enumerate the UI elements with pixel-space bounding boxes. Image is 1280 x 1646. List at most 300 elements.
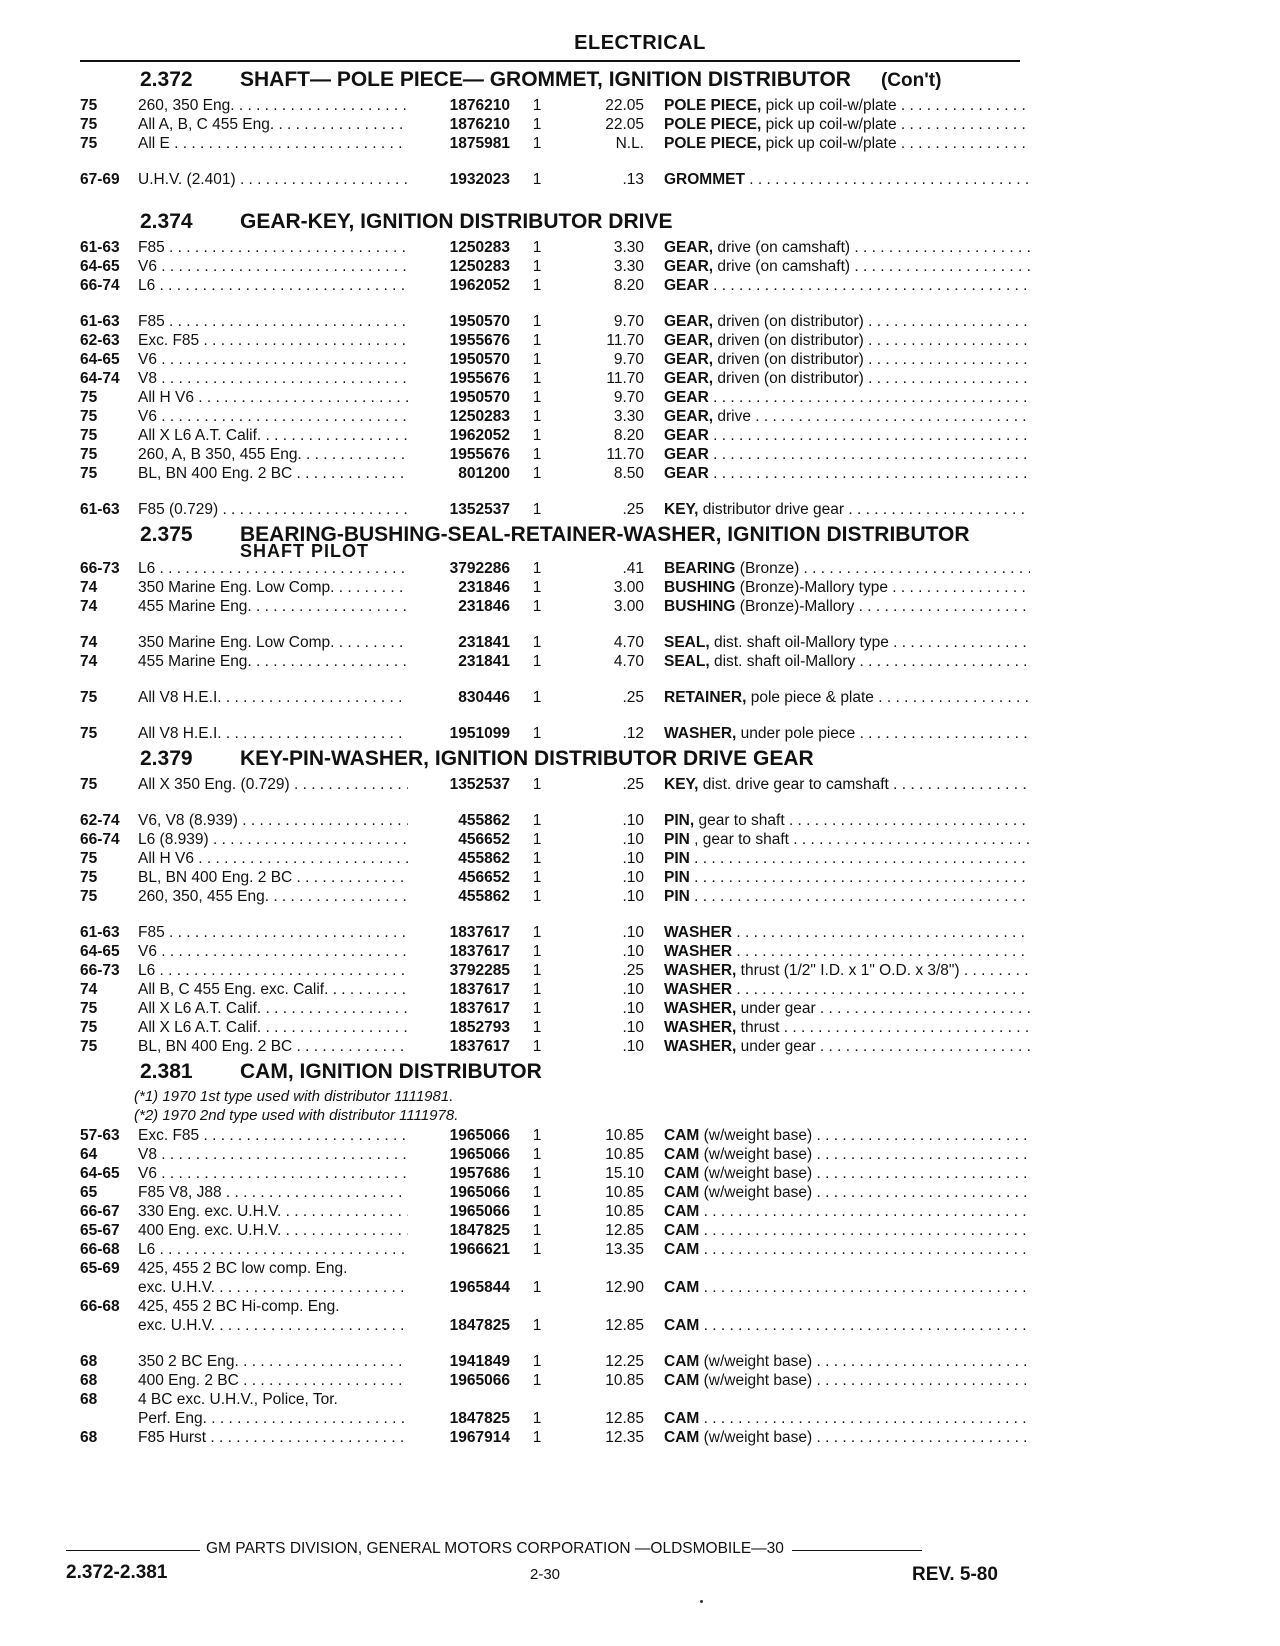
part-keyword: WASHER <box>664 981 733 998</box>
part-number: 1250283 <box>449 239 510 256</box>
part-number: 1957686 <box>449 1165 510 1182</box>
price: 10.85 <box>605 1127 644 1144</box>
quantity: 1 <box>532 598 542 615</box>
part-description <box>664 464 1030 483</box>
section-subtitle: SHAFT PILOT <box>240 541 369 561</box>
part-keyword: WASHER, <box>664 1000 737 1017</box>
price: .10 <box>622 1038 644 1055</box>
part-description <box>664 1202 1030 1221</box>
quantity: 1 <box>532 831 542 848</box>
price: .10 <box>622 812 644 829</box>
part-number: 1837617 <box>449 1000 510 1017</box>
application: BL, BN 400 Eng. 2 BC . . . <box>138 464 408 483</box>
part-row <box>0 407 1280 426</box>
part-description <box>664 923 1030 942</box>
model-years: 75 <box>80 116 98 133</box>
application: V6 . . . <box>138 257 408 276</box>
part-description <box>664 559 1030 578</box>
application: V6, V8 (8.939) . . . <box>138 811 408 830</box>
application: F85 (0.729) . . . <box>138 500 408 519</box>
part-keyword: CAM <box>664 1429 700 1446</box>
price: .10 <box>622 831 644 848</box>
part-number: 801200 <box>458 465 510 482</box>
part-keyword: CAM <box>664 1184 700 1201</box>
part-detail: under gear <box>736 1038 816 1055</box>
price: .25 <box>622 501 644 518</box>
part-number: 1876210 <box>449 116 510 133</box>
row-spacer <box>0 616 1280 633</box>
price: .25 <box>622 689 644 706</box>
part-number: 1965066 <box>449 1146 510 1163</box>
price: 8.20 <box>613 277 644 294</box>
part-number: 231841 <box>458 634 510 651</box>
part-number: 1962052 <box>449 427 510 444</box>
part-row <box>0 312 1280 331</box>
part-keyword: GEAR, <box>664 370 714 387</box>
price: .10 <box>622 1019 644 1036</box>
part-keyword: GEAR, <box>664 258 714 275</box>
part-row <box>0 1259 1280 1278</box>
model-years: 74 <box>80 981 98 998</box>
part-row <box>0 1164 1280 1183</box>
part-number: 1352537 <box>449 501 510 518</box>
part-keyword: CAM <box>664 1241 700 1258</box>
quantity: 1 <box>532 1146 542 1163</box>
part-description <box>664 115 1030 134</box>
part-keyword: CAM <box>664 1317 700 1334</box>
part-row <box>0 331 1280 350</box>
part-row <box>0 688 1280 707</box>
model-years: 65-67 <box>80 1222 120 1239</box>
part-detail: under gear <box>736 1000 816 1017</box>
price: 22.05 <box>605 97 644 114</box>
application: 350 Marine Eng. Low Comp. . . . <box>138 633 408 652</box>
model-years: 75 <box>80 725 98 742</box>
part-description <box>664 257 1030 276</box>
quantity: 1 <box>532 446 542 463</box>
price: 3.00 <box>613 598 644 615</box>
application: All B, C 455 Eng. exc. Calif. . . . <box>138 980 408 999</box>
model-years: 62-74 <box>80 812 120 829</box>
part-description <box>664 426 1030 445</box>
part-row <box>0 426 1280 445</box>
price: .25 <box>622 776 644 793</box>
price: 8.50 <box>613 465 644 482</box>
price: 10.85 <box>605 1203 644 1220</box>
quantity: 1 <box>532 776 542 793</box>
footer-rule-left <box>66 1550 200 1551</box>
part-number: 1837617 <box>449 924 510 941</box>
quantity: 1 <box>532 408 542 425</box>
price: .10 <box>622 943 644 960</box>
part-number: 1852793 <box>449 1019 510 1036</box>
part-detail: driven (on distributor) <box>713 370 864 387</box>
part-number: 1965066 <box>449 1203 510 1220</box>
section-continued: (Con't) <box>880 70 942 91</box>
application: All X L6 A.T. Calif. . . . <box>138 426 408 445</box>
section-title-text: GEAR-KEY, IGNITION DISTRIBUTOR DRIVE <box>240 210 673 233</box>
part-row <box>0 868 1280 887</box>
part-description <box>664 1164 1030 1183</box>
part-detail: driven (on distributor) <box>713 313 864 330</box>
part-detail: dist. drive gear to camshaft <box>698 776 889 793</box>
part-description <box>664 388 1030 407</box>
model-years: 64 <box>80 1146 98 1163</box>
model-years: 61-63 <box>80 313 120 330</box>
part-row <box>0 134 1280 153</box>
part-number: 231846 <box>458 579 510 596</box>
part-row <box>0 115 1280 134</box>
application: BL, BN 400 Eng. 2 BC . . . <box>138 1037 408 1056</box>
footer-publisher <box>66 1540 1026 1558</box>
part-number: 1837617 <box>449 943 510 960</box>
part-keyword: PIN <box>664 831 690 848</box>
part-number: 1950570 <box>449 389 510 406</box>
part-keyword: CAM <box>664 1165 700 1182</box>
part-description <box>664 775 1030 794</box>
part-detail: (w/weight base) <box>699 1146 813 1163</box>
part-description <box>664 1037 1030 1056</box>
part-row <box>0 849 1280 868</box>
part-keyword: GROMMET <box>664 171 745 188</box>
quantity: 1 <box>532 258 542 275</box>
part-detail: (w/weight base) <box>699 1429 813 1446</box>
price: 10.85 <box>605 1146 644 1163</box>
part-number: 1951099 <box>449 725 510 742</box>
price: 13.35 <box>605 1241 644 1258</box>
section-title <box>240 210 672 234</box>
price: 3.30 <box>613 258 644 275</box>
part-number: 1965066 <box>449 1372 510 1389</box>
row-spacer <box>0 295 1280 312</box>
part-detail: pick up coil-w/plate <box>761 97 897 114</box>
part-row <box>0 464 1280 483</box>
footer-rule-right <box>792 1550 922 1551</box>
part-row <box>0 350 1280 369</box>
application: All X L6 A.T. Calif. . . . <box>138 999 408 1018</box>
model-years: 75 <box>80 427 98 444</box>
part-description <box>664 407 1030 426</box>
application: BL, BN 400 Eng. 2 BC . . . <box>138 868 408 887</box>
part-row <box>0 961 1280 980</box>
part-number: 1837617 <box>449 981 510 998</box>
part-number: 1955676 <box>449 332 510 349</box>
price: 4.70 <box>613 634 644 651</box>
part-number: 1932023 <box>449 171 510 188</box>
application: L6 (8.939) . . . <box>138 830 408 849</box>
part-detail: (w/weight base) <box>699 1353 813 1370</box>
part-detail: (Bronze) <box>735 560 800 577</box>
quantity: 1 <box>532 689 542 706</box>
part-row <box>0 830 1280 849</box>
application: All V8 H.E.I. . . . <box>138 724 408 743</box>
part-keyword: WASHER <box>664 924 733 941</box>
application: V6 . . . <box>138 407 408 426</box>
price: .10 <box>622 850 644 867</box>
part-keyword: POLE PIECE, <box>664 97 762 114</box>
quantity: 1 <box>532 313 542 330</box>
part-row <box>0 578 1280 597</box>
part-number: 830446 <box>458 689 510 706</box>
model-years: 64-65 <box>80 943 120 960</box>
part-keyword: SEAL, <box>664 653 710 670</box>
model-years: 61-63 <box>80 924 120 941</box>
part-row <box>0 170 1280 189</box>
price: 11.70 <box>606 446 644 463</box>
section-number: 2.374 <box>140 210 193 233</box>
section-number: 2.381 <box>140 1060 193 1083</box>
price: .10 <box>622 924 644 941</box>
part-keyword: WASHER, <box>664 962 737 979</box>
row-spacer <box>0 1335 1280 1352</box>
part-row <box>0 500 1280 519</box>
part-description <box>664 369 1030 388</box>
part-description <box>664 942 1030 961</box>
model-years: 75 <box>80 135 98 152</box>
model-years: 64-65 <box>80 351 120 368</box>
application: All V8 H.E.I. . . . <box>138 688 408 707</box>
part-row <box>0 1018 1280 1037</box>
price: 22.05 <box>605 116 644 133</box>
application: All X 350 Eng. (0.729) . . . <box>138 775 408 794</box>
part-number: 1876210 <box>449 97 510 114</box>
part-row <box>0 597 1280 616</box>
part-number: 3792285 <box>449 962 510 979</box>
model-years: 66-67 <box>80 1203 120 1220</box>
part-row <box>0 887 1280 906</box>
quantity: 1 <box>532 1127 542 1144</box>
price: .10 <box>622 981 644 998</box>
part-row <box>0 775 1280 794</box>
part-number: 1965066 <box>449 1127 510 1144</box>
part-number: 1847825 <box>449 1317 510 1334</box>
section-title-text: CAM, IGNITION DISTRIBUTOR <box>240 1060 542 1083</box>
part-row <box>0 388 1280 407</box>
part-row <box>0 724 1280 743</box>
model-years: 68 <box>80 1372 98 1389</box>
part-keyword: CAM <box>664 1222 700 1239</box>
model-years: 61-63 <box>80 239 120 256</box>
part-keyword: CAM <box>664 1203 700 1220</box>
quantity: 1 <box>532 171 542 188</box>
model-years: 66-68 <box>80 1241 120 1258</box>
part-row <box>0 1278 1280 1297</box>
part-detail: (w/weight base) <box>699 1127 813 1144</box>
part-row <box>0 980 1280 999</box>
part-number: 1847825 <box>449 1410 510 1427</box>
part-row <box>0 1240 1280 1259</box>
price: 9.70 <box>613 389 644 406</box>
section-header <box>0 208 1280 238</box>
part-description <box>664 445 1030 464</box>
part-description <box>664 688 1030 707</box>
part-row <box>0 633 1280 652</box>
part-number: 1950570 <box>449 351 510 368</box>
part-number: 1941849 <box>449 1353 510 1370</box>
application: F85 . . . <box>138 238 408 257</box>
part-keyword: WASHER, <box>664 1019 737 1036</box>
part-number: 1962052 <box>449 277 510 294</box>
part-row <box>0 369 1280 388</box>
application: V8 . . . <box>138 1145 408 1164</box>
model-years: 75 <box>80 465 98 482</box>
part-description <box>664 830 1030 849</box>
application: Exc. F85 . . . <box>138 1126 408 1145</box>
price: N.L. <box>615 135 644 152</box>
price: .13 <box>622 171 644 188</box>
part-description <box>664 1018 1030 1037</box>
part-row <box>0 1145 1280 1164</box>
part-row <box>0 811 1280 830</box>
part-description <box>664 238 1030 257</box>
application: All H V6 . . . <box>138 388 408 407</box>
part-keyword: SEAL, <box>664 634 710 651</box>
application: V8 . . . <box>138 369 408 388</box>
model-years: 75 <box>80 1038 98 1055</box>
price: 4.70 <box>613 653 644 670</box>
quantity: 1 <box>532 981 542 998</box>
part-row <box>0 559 1280 578</box>
part-keyword: POLE PIECE, <box>664 116 762 133</box>
part-row <box>0 1221 1280 1240</box>
section-note: (*2) 1970 2nd type used with distributor 1111978. <box>134 1107 459 1124</box>
part-detail: drive <box>713 408 751 425</box>
model-years: 75 <box>80 389 98 406</box>
part-number: 231841 <box>458 653 510 670</box>
part-detail: driven (on distributor) <box>713 332 864 349</box>
part-description <box>664 96 1030 115</box>
part-number: 1847825 <box>449 1222 510 1239</box>
price: 9.70 <box>613 351 644 368</box>
part-detail: dist. shaft oil-Mallory <box>709 653 856 670</box>
part-number: 455862 <box>458 812 510 829</box>
quantity: 1 <box>532 1429 542 1446</box>
part-description <box>664 597 1030 616</box>
price: 9.70 <box>613 313 644 330</box>
part-detail: , gear to shaft <box>689 831 789 848</box>
price: 3.30 <box>613 408 644 425</box>
price: .10 <box>622 888 644 905</box>
quantity: 1 <box>532 277 542 294</box>
part-row <box>0 445 1280 464</box>
application: 4 BC exc. U.H.V., Police, Tor. <box>138 1391 338 1408</box>
part-number: 456652 <box>458 831 510 848</box>
quantity: 1 <box>532 725 542 742</box>
price: .10 <box>622 869 644 886</box>
part-row <box>0 257 1280 276</box>
quantity: 1 <box>532 1410 542 1427</box>
part-row <box>0 1428 1280 1447</box>
price: .10 <box>622 1000 644 1017</box>
part-row <box>0 1202 1280 1221</box>
quantity: 1 <box>532 850 542 867</box>
part-row <box>0 1126 1280 1145</box>
model-years: 65-69 <box>80 1260 120 1277</box>
quantity: 1 <box>532 1372 542 1389</box>
price: 10.85 <box>605 1372 644 1389</box>
row-spacer <box>0 153 1280 170</box>
application: 400 Eng. exc. U.H.V. . . . <box>138 1221 408 1240</box>
application: F85 . . . <box>138 312 408 331</box>
part-description <box>664 980 1030 999</box>
application: V6 . . . <box>138 942 408 961</box>
part-number: 456652 <box>458 869 510 886</box>
part-description <box>664 578 1030 597</box>
part-row <box>0 942 1280 961</box>
model-years: 68 <box>80 1391 98 1408</box>
part-keyword: POLE PIECE, <box>664 135 762 152</box>
part-keyword: GEAR <box>664 389 709 406</box>
application: F85 Hurst . . . <box>138 1428 408 1447</box>
part-keyword: KEY, <box>664 501 699 518</box>
part-keyword: CAM <box>664 1279 700 1296</box>
part-detail: (w/weight base) <box>699 1165 813 1182</box>
application: L6 . . . <box>138 276 408 295</box>
part-description <box>664 1278 1030 1297</box>
part-row <box>0 1183 1280 1202</box>
price: .12 <box>622 725 644 742</box>
application: All A, B, C 455 Eng. . . . <box>138 115 408 134</box>
part-description <box>664 1126 1030 1145</box>
row-spacer <box>0 906 1280 923</box>
price: 12.85 <box>605 1410 644 1427</box>
part-number: 455862 <box>458 850 510 867</box>
part-row <box>0 96 1280 115</box>
quantity: 1 <box>532 135 542 152</box>
quantity: 1 <box>532 1222 542 1239</box>
section-title <box>240 747 814 771</box>
model-years: 74 <box>80 653 98 670</box>
section-title <box>240 68 941 92</box>
part-detail: (Bronze)-Mallory <box>735 598 855 615</box>
quantity: 1 <box>532 116 542 133</box>
model-years: 75 <box>80 1019 98 1036</box>
model-years: 75 <box>80 408 98 425</box>
quantity: 1 <box>532 869 542 886</box>
model-years: 67-69 <box>80 171 120 188</box>
application: Perf. Eng. . . . <box>138 1409 408 1428</box>
part-keyword: BUSHING <box>664 598 736 615</box>
price: 12.90 <box>605 1279 644 1296</box>
application: L6 . . . <box>138 961 408 980</box>
model-years: 65 <box>80 1184 98 1201</box>
part-row <box>0 652 1280 671</box>
part-keyword: WASHER, <box>664 725 737 742</box>
part-description <box>664 170 1030 189</box>
model-years: 68 <box>80 1353 98 1370</box>
price: 3.30 <box>613 239 644 256</box>
model-years: 75 <box>80 776 98 793</box>
quantity: 1 <box>532 1317 542 1334</box>
part-row <box>0 1297 1280 1316</box>
application: 350 2 BC Eng. . . . <box>138 1352 408 1371</box>
footer-publisher-text: GM PARTS DIVISION, GENERAL MOTORS CORPORATION —OLDSMOBILE—30 <box>206 1540 784 1557</box>
part-detail: drive (on camshaft) <box>713 239 851 256</box>
scan-speck <box>700 1600 703 1603</box>
application: L6 . . . <box>138 1240 408 1259</box>
model-years: 75 <box>80 1000 98 1017</box>
part-keyword: WASHER, <box>664 1038 737 1055</box>
part-description <box>664 1316 1030 1335</box>
part-row <box>0 1352 1280 1371</box>
part-keyword: KEY, <box>664 776 699 793</box>
part-row <box>0 1316 1280 1335</box>
part-keyword: RETAINER, <box>664 689 747 706</box>
quantity: 1 <box>532 962 542 979</box>
row-spacer <box>0 794 1280 811</box>
model-years: 64-65 <box>80 258 120 275</box>
price: 12.85 <box>605 1222 644 1239</box>
